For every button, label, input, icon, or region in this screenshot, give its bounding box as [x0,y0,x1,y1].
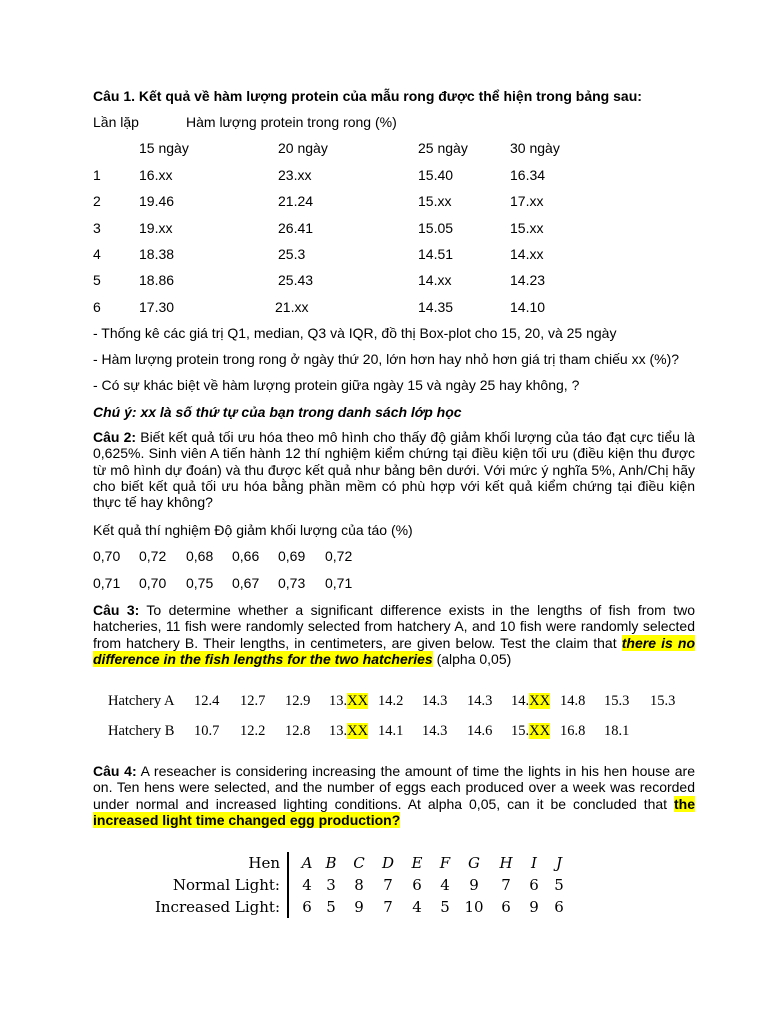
table-cell: 19.xx [139,219,173,236]
hatchery-b-value: 18.1 [604,723,630,739]
table-cell: 17.xx [510,193,544,210]
table-cell: 16.xx [139,167,173,183]
data-value: 0,70 [139,575,167,591]
hatchery-a-label: Hatchery A [108,693,175,709]
normal-light-value: 8 [354,876,364,894]
table-cell: 14.23 [510,272,546,289]
table-cell: 1 [93,167,101,183]
increased-light-label: Increased Light: [154,898,280,916]
table-cell: 6 [93,298,101,315]
xx-highlight: XX [347,693,369,709]
data-value: 0,67 [232,575,260,591]
table-cell: 21.xx [275,298,309,315]
q4-highlight: the increased light time changed egg production? [93,795,695,828]
table-cell: 26.41 [278,219,314,236]
data-value: 0,70 [93,548,121,564]
q4-label: Câu 4: [93,763,137,779]
table-cell: 14.35 [418,298,454,315]
q4-paragraph [93,763,695,828]
normal-light-value: 9 [469,876,479,894]
table-cell: 18.38 [139,245,175,262]
hen-letter: E [411,854,423,872]
q2-paragraph [93,429,695,510]
table-header: 25 ngày [418,140,468,156]
hatchery-b-label: Hatchery B [108,723,175,739]
hatchery-a-value: 14.3 [467,693,493,709]
increased-light-value: 6 [554,898,564,916]
increased-light-value: 4 [412,898,422,916]
hen-letter: C [353,854,365,872]
hatchery-b-value: 14.1 [378,723,404,739]
q1-col-label: Lần lặp [93,114,139,130]
table-cell: 14.xx [510,245,544,262]
normal-light-value: 4 [302,876,312,894]
table-cell: 25.3 [278,245,306,262]
q3-label: Câu 3: [93,602,140,618]
hatchery-a-value: 14.XX [511,693,551,709]
hatchery-a-value: 12.9 [285,693,311,709]
table-cell: 16.34 [510,167,546,183]
table-cell: 17.30 [139,298,175,315]
hen-letter: A [301,854,313,872]
increased-light-value: 9 [354,898,364,916]
data-value: 0,71 [93,575,121,591]
hen-table-divider [287,852,289,918]
q1-bullet-3: - Có sự khác biệt về hàm lượng protein giữa ngày 15 và ngày 25 hay không, ? [93,377,580,393]
normal-light-value: 6 [529,876,539,894]
normal-light-value: 7 [383,876,393,894]
increased-light-value: 9 [529,898,539,916]
hatchery-a-value: 15.3 [604,693,630,709]
table-header: 30 ngày [510,140,560,156]
hatchery-b-value: 14.3 [422,723,448,739]
xx-highlight: XX [347,723,369,739]
table-cell: 19.46 [139,193,175,210]
normal-light-value: 6 [412,876,422,894]
hatchery-a-value: 12.7 [240,693,266,709]
table-cell: 4 [93,245,101,262]
hatchery-b-value: 10.7 [194,723,220,739]
table-cell: 14.10 [510,298,546,315]
table-header: 15 ngày [139,140,189,156]
normal-light-value: 5 [554,876,564,894]
hatchery-a-value: 13.XX [329,693,369,709]
data-value: 0,69 [278,548,306,564]
hatchery-a-value: 14.2 [378,693,404,709]
q4-text: A reseacher is considering increasing the amount of time the lights in his hen house are on. Ten hens were selected, and the number of eggs each produced over a week was recorded under normal and increased lighting conditions. At alpha 0,05, can it be concluded that [93,763,695,812]
hen-letter: J [555,854,562,872]
q1-note: Chú ý: xx là số thứ tự của bạn trong danh sách lớp học [93,404,462,420]
normal-light-value: 3 [326,876,336,894]
table-cell: 3 [93,219,101,236]
data-value: 0,72 [325,548,353,564]
hen-label: Hen [248,854,280,872]
q3-highlight: there is no difference in the fish lengths for the two hatcheries [93,634,696,667]
hen-letter: H [499,854,513,872]
hen-letter: D [381,854,395,872]
table-cell: 15.05 [418,219,454,236]
hatchery-a-value: 14.8 [560,693,586,709]
data-value: 0,73 [278,575,306,591]
xx-highlight: XX [529,723,551,739]
table-cell: 14.51 [418,245,454,262]
data-value: 0,75 [186,575,214,591]
hen-letter: B [325,854,337,872]
xx-highlight: XX [529,693,551,709]
normal-light-value: 4 [440,876,450,894]
hen-letter: F [439,854,451,872]
hatchery-b-value: 13.XX [329,723,369,739]
table-cell: 2 [93,193,101,210]
increased-light-value: 10 [464,898,484,916]
table-cell: 23.xx [278,167,312,183]
hatchery-b-value: 15.XX [511,723,551,739]
q2-label: Câu 2: [93,429,137,445]
increased-light-value: 5 [440,898,450,916]
table-header: 20 ngày [278,140,328,156]
hatchery-b-value: 14.6 [467,723,493,739]
table-cell: 15.xx [510,219,544,236]
table-cell: 5 [93,272,101,289]
data-value: 0,71 [325,575,353,591]
table-cell: 25.43 [278,272,314,289]
normal-light-value: 7 [501,876,511,894]
hatchery-b-value: 12.8 [285,723,311,739]
table-cell: 14.xx [418,272,452,289]
increased-light-value: 5 [326,898,336,916]
q2-data-title: Kết quả thí nghiệm Độ giảm khối lượng của táo (%) [93,522,413,538]
data-value: 0,72 [139,548,167,564]
hatchery-b-value: 12.2 [240,723,266,739]
table-cell: 15.40 [418,167,454,183]
data-value: 0,68 [186,548,214,564]
hatchery-a-value: 14.3 [422,693,448,709]
hen-letter: G [468,854,480,872]
hatchery-a-value: 12.4 [194,693,220,709]
increased-light-value: 7 [383,898,393,916]
increased-light-value: 6 [302,898,312,916]
q2-text: Biết kết quả tối ưu hóa theo mô hình cho thấy độ giảm khối lượng của táo đạt cực tiểu là 0,625%. Sinh viên A tiến hành 12 thí nghiệm kiểm chứng tại điều kiện tối ưu (điều kiện thu được từ mô hình dự đoán) và thu được kết quả như bảng bên dưới. Với mức ý nghĩa 5%, Anh/Chị hãy cho biết kết quả tối ưu hóa bằng phần mềm có phù hợp với kết quả kiểm chứng tại điều kiện thực tế hay không? [93,429,696,511]
data-value: 0,66 [232,548,260,564]
table-cell: 18.86 [139,272,175,289]
q3-tail: (alpha 0,05) [436,650,512,667]
hatchery-b-value: 16.8 [560,723,586,739]
increased-light-value: 6 [501,898,511,916]
normal-light-label: Normal Light: [172,876,280,894]
hatchery-a-value: 15.3 [650,693,676,709]
q1-title: Câu 1. Kết quả về hàm lượng protein của mẫu rong được thể hiện trong bảng sau: [93,88,642,104]
table-cell: 21.24 [278,193,314,210]
q1-bullet-1: - Thống kê các giá trị Q1, median, Q3 và IQR, đồ thị Box-plot cho 15, 20, và 25 ngày [93,325,617,341]
q3-paragraph [93,602,695,667]
table-cell: 15.xx [418,193,452,210]
q1-bullet-2: - Hàm lượng protein trong rong ở ngày thứ 20, lớn hơn hay nhỏ hơn giá trị tham chiếu xx (%)? [93,351,680,367]
q1-group-label: Hàm lượng protein trong rong (%) [186,114,397,130]
hen-letter: I [531,854,537,872]
q3-text: To determine whether a significant difference exists in the lengths of fish from two hatcheries, 11 fish were randomly selected from hatchery A, and 10 fish were randomly selected from hatchery B. Their lengths, in centimeters, are given below. Test the claim that [93,602,695,651]
